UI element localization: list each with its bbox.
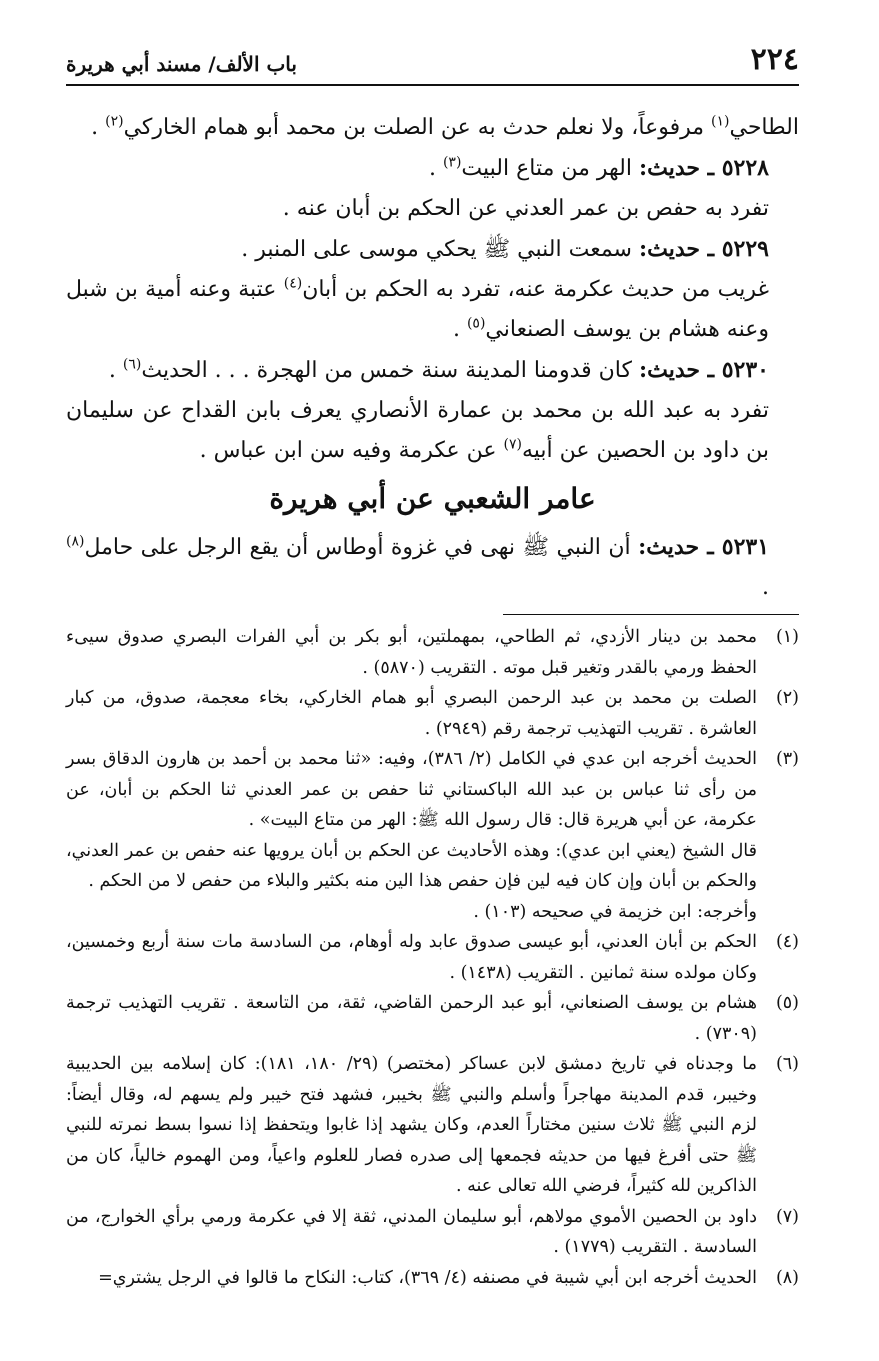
footnote-ref[interactable]: (٦) (122, 356, 142, 373)
commentary-5228: تفرد به حفص بن عمر العدني عن الحكم بن أبان عنه . (282, 196, 769, 221)
footnote-label: (٧) (775, 1206, 799, 1227)
footnote-ref[interactable]: (٥) (466, 315, 486, 332)
running-header (66, 40, 799, 86)
hadith-keyword: حديث: (638, 534, 708, 560)
footnote-label: (١) (775, 627, 799, 647)
footnote-ref[interactable]: (٤) (283, 275, 303, 292)
footnote-label: (٨) (775, 1267, 799, 1288)
running-title: باب الألف/ مسند أبي هريرة (66, 52, 297, 76)
footnote-separator (503, 614, 799, 615)
hadith-5230: ٥٢٣٠ ـ حديث: كان قدومنا المدينة سنة خمس من الهجرة . . . الحديث$^{(٦)}$ . (108, 356, 769, 383)
footnote-ref[interactable]: (٨) (66, 533, 85, 550)
hadith-5228: ٥٢٢٨ ـ حديث: الهر من متاع البيت$^{(٣)}$ . (428, 154, 769, 181)
hadith-number: ٥٢٢٨ ـ (707, 155, 769, 181)
footnote-label: (٤) (775, 932, 799, 952)
footnote-4: (٤) الحكم بن أبان العدني، أبو عيسى صدوق عابد وله أوهام، من السادسة مات سنة أربع وخمسين، وكان مولده سنة ثمانين . التقريب (١٤٣٨) . (66, 927, 799, 988)
commentary-5229: غريب من حديث عكرمة عنه، تفرد به الحكم بن أبان$^{(٤)}$ عتبة وعنه أمية بن شبل وعنه هشام بن يوسف الصنعاني$^{(٥)}$ . (66, 275, 769, 342)
section-title: عامر الشعبي عن أبي هريرة (269, 482, 596, 515)
hadith-keyword: حديث: (638, 236, 708, 262)
hadith-number: ٥٢٣٠ ـ (707, 357, 769, 383)
hadith-5229: ٥٢٢٩ ـ حديث: سمعت النبي ﷺ يحكي موسى على المنبر . (241, 236, 769, 262)
footnote-5: (٥) هشام بن يوسف الصنعاني، أبو عبد الرحمن القاضي، ثقة، من التاسعة . تقريب التهذيب ترجمة (٧٣٠٩) . (66, 988, 799, 1049)
hadith-number: ٥٢٣١ ـ (707, 534, 770, 560)
footnote-label: (٦) (775, 1054, 799, 1074)
hadith-keyword: حديث: (638, 357, 708, 383)
footnote-8: (٨) الحديث أخرجه ابن أبي شيبة في مصنفه (٤/ ٣٦٩)، كتاب: النكاح ما قالوا في الرجل يشتري= (66, 1263, 799, 1294)
footnote-7: (٧) داود بن الحصين الأموي مولاهم، أبو سليمان المدني، ثقة إلا في عكرمة ورمي برأي الخوارج، من السادسة . التقريب (١٧٧٩) . (66, 1202, 799, 1263)
footnote-ref[interactable]: (٣) (442, 154, 462, 171)
paragraph-continuation: الطاحي$^{(١)}$ مرفوعاً، ولا نعلم حدث به عن الصلت بن محمد أبو همام الخاركي$^{(٢)}$ . (91, 113, 799, 140)
commentary-5230: تفرد به عبد الله بن محمد بن عمارة الأنصاري يعرف بابن القداح عن سليمان بن داود بن الحصين عن أبيه$^{(٧)}$ عن عكرمة وفيه سن ابن عباس . (66, 398, 770, 463)
main-text (66, 108, 799, 608)
footnote-ref[interactable]: (١) (711, 113, 730, 130)
footnote-2: (٢) الصلت بن محمد بن عبد الرحمن البصري أبو همام الخاركي، بخاء معجمة، صدوق، من كبار العاشرة . تقريب التهذيب ترجمة رقم (٢٩٤٩) . (66, 683, 799, 744)
footnote-3: (٣) الحديث أخرجه ابن عدي في الكامل (٢/ ٣٨٦)، وفيه: «ثنا محمد بن أحمد بن هارون الدقاق بسر من رأى ثنا عباس بن عبد الله الباكستاني ثنا حفص بن عمر العدني ثنا الحكم بن أبان، عن عكرمة، عن أبي هريرة قال: قال رسول الله ﷺ: الهر من متاع البيت» . قال الشيخ (يعني ابن عدي): وهذه الأحاديث عن الحكم بن أبان يرويها عنه حفص بن عمر العدني، والحكم بن أبان وإن كان فيه لين فإن حفص هذا الين منه بكثير والبلاء من حفص لا من الحكم . وأخرجه: ابن خزيمة في صحيحه (١٠٣) . (66, 744, 799, 927)
footnote-label: (٣) (775, 749, 799, 769)
footnote-label: (٢) (775, 688, 799, 708)
footnotes (66, 622, 799, 1293)
hadith-keyword: حديث: (638, 155, 708, 181)
hadith-5231: ٥٢٣١ ـ حديث: أن النبي ﷺ نهى في غزوة أوطاس أن يقع الرجل على حامل$^{(٨)}$ . (66, 533, 770, 600)
footnote-ref[interactable]: (٢) (105, 113, 124, 130)
footnote-6: (٦) ما وجدناه في تاريخ دمشق لابن عساكر (مختصر) (٢٩/ ١٨٠، ١٨١): كان إسلامه بين الحديبية وخيبر، قدم المدينة مهاجراً وأسلم والنبي ﷺ بخيبر، فشهد فتح خيبر ولم يسهم له، وقال أيضاً: لزم النبي ﷺ ثلاث سنين مختاراً العدم، وكان يشهد إذا غابوا ويتحفظ إذا نسوا بسط نمرته للنبي ﷺ حتى أفرغ فيها من حديثه فجمعها إلى صدره فصار للعلوم واعياً، ومن الهموم خالياً، كان من الذاكرين لله كثيراً، فرضي الله تعالى عنه . (66, 1049, 799, 1202)
footnote-label: (٥) (775, 993, 799, 1013)
footnote-1: (١) محمد بن دينار الأزدي، ثم الطاحي، بمهملتين، أبو بكر بن أبي الفرات البصري صدوق سيىء الحفظ ورمي بالقدر وتغير قبل موته . التقريب (٥٨٧٠) . (66, 622, 799, 683)
footnote-ref[interactable]: (٧) (503, 436, 522, 453)
page-number: ٢٢٤ (750, 42, 799, 77)
hadith-number: ٥٢٢٩ ـ (707, 236, 769, 262)
